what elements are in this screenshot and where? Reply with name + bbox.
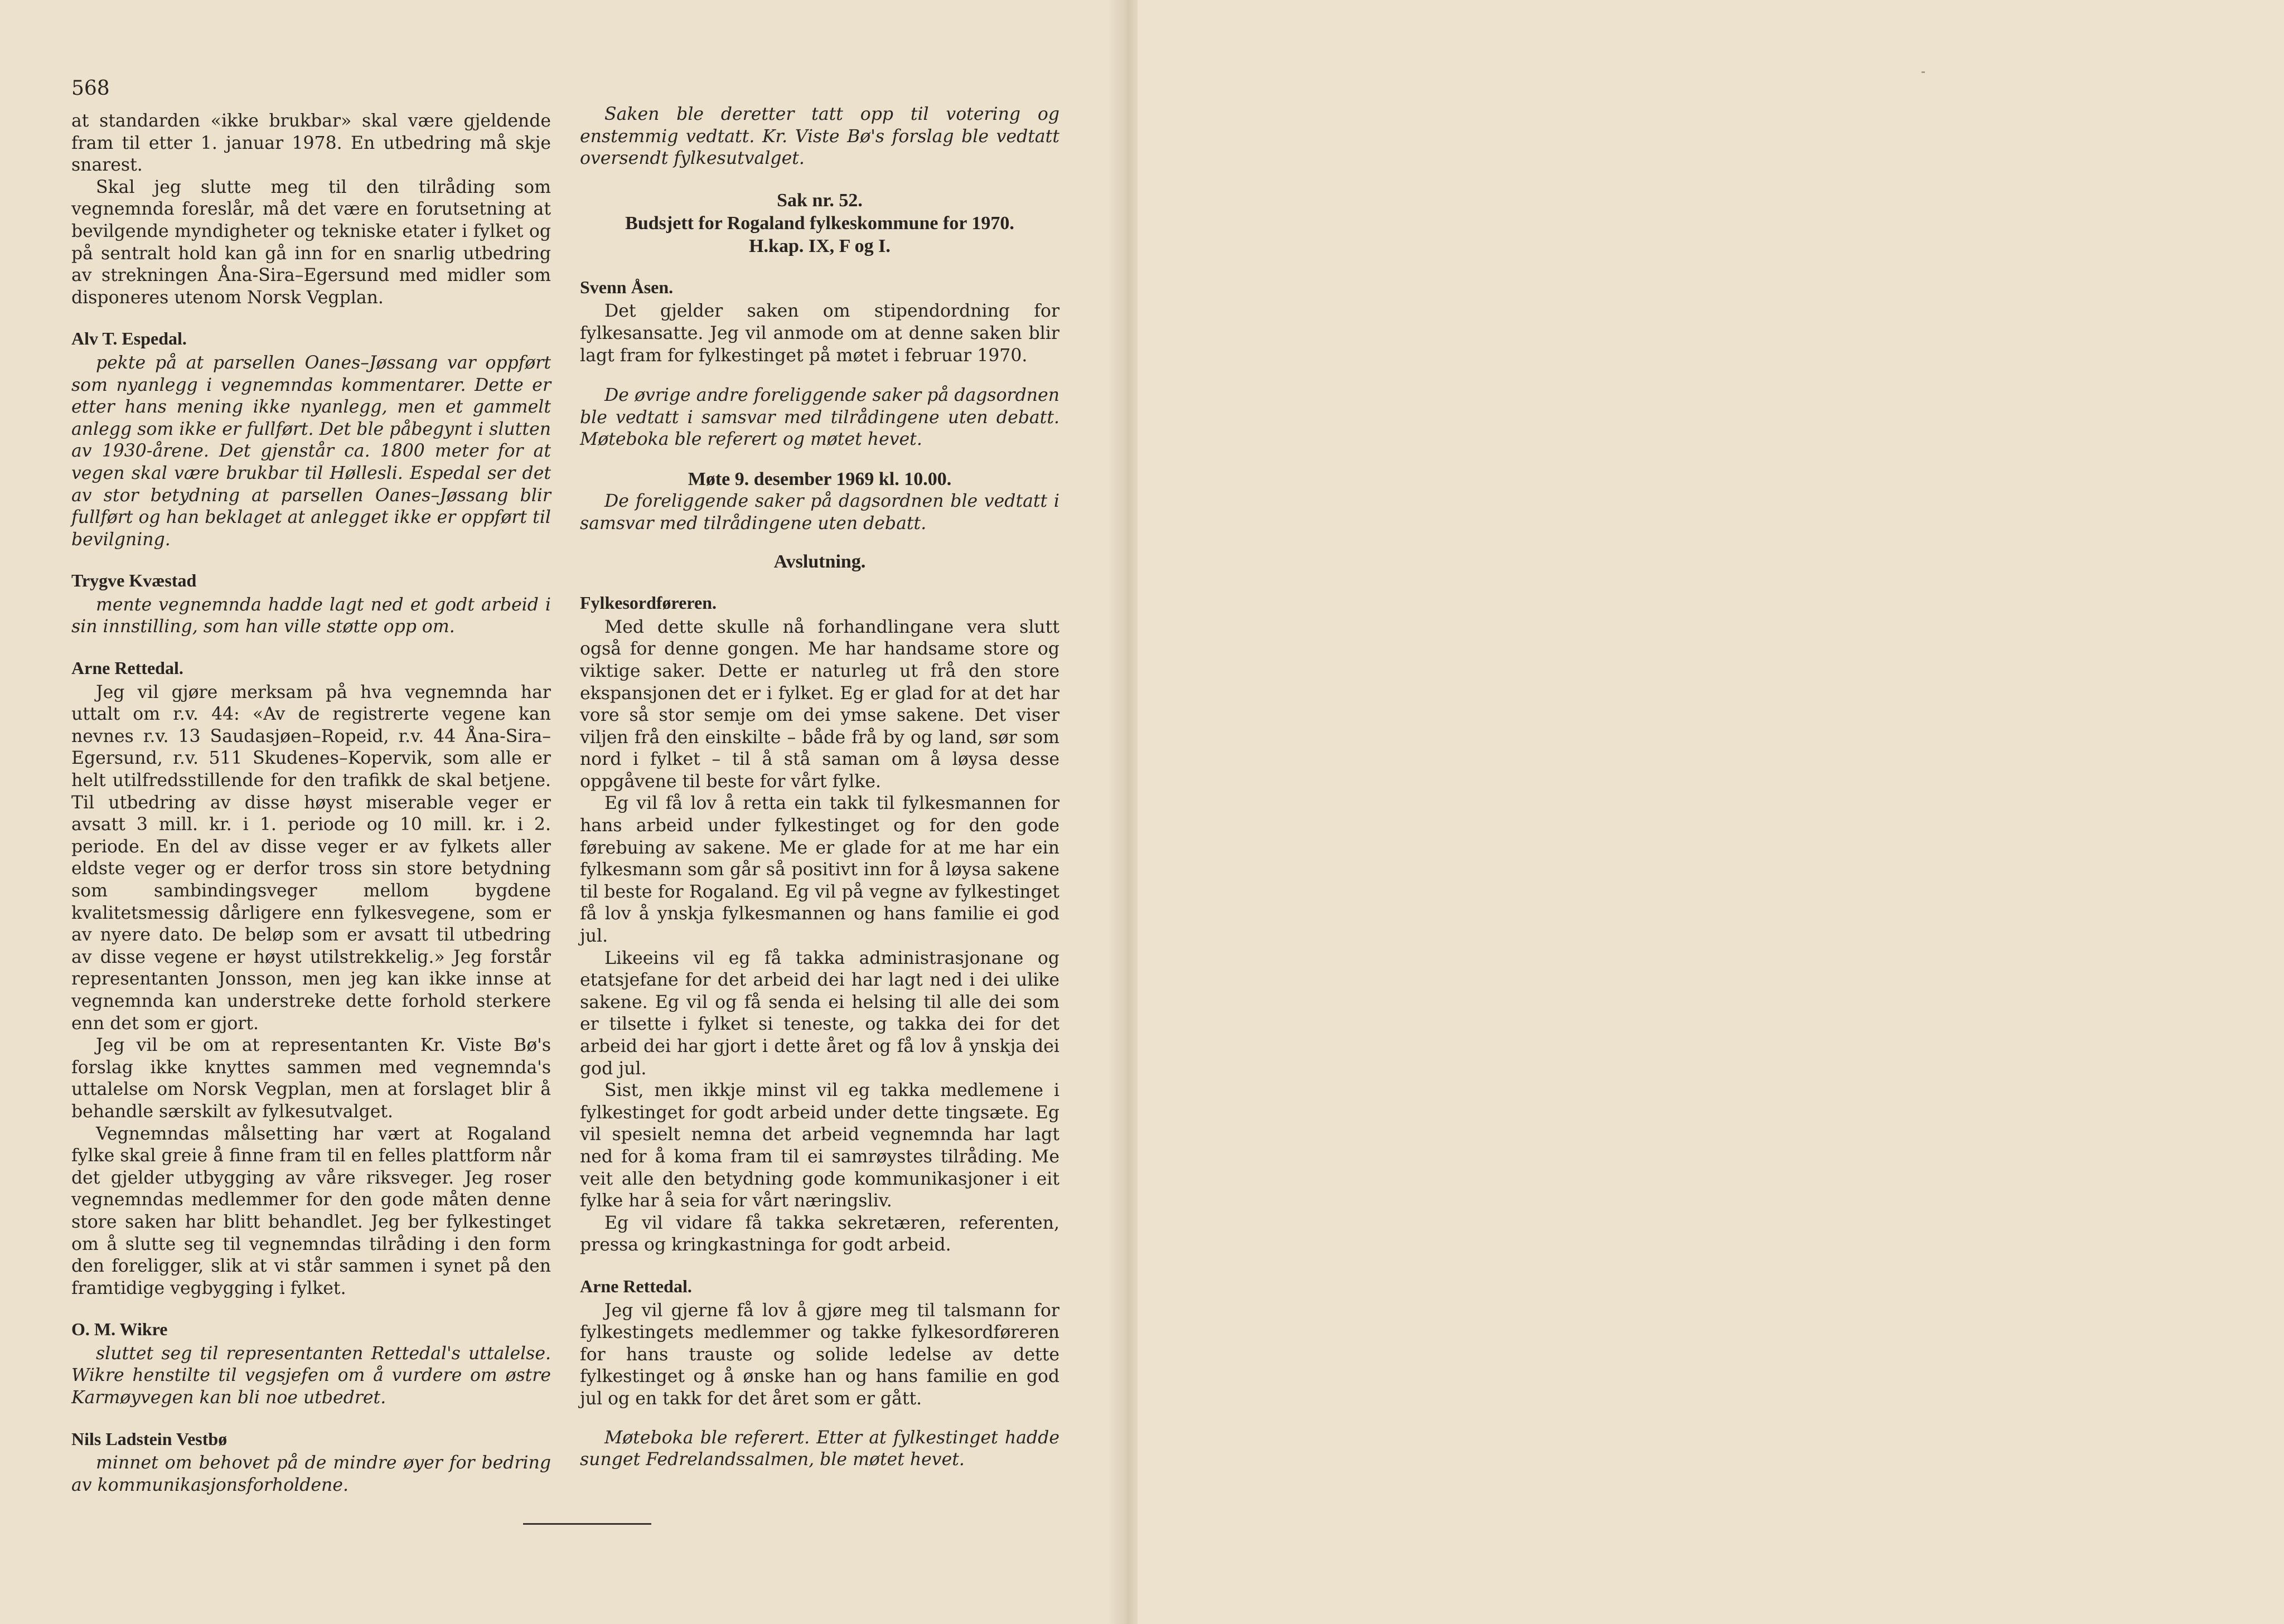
closing-text: Møteboka ble referert. Etter at fylkestinget hadde sunget Fedrelandssalmen, ble møtet hevet. — [580, 1427, 1059, 1470]
rettedal-paragraph-2: Jeg vil be om at representanten Kr. Viste Bø's forslag ikke knyttes sammen med vegnemnda's uttalelse om Norsk Vegplan, men at forslaget blir å behandle særskilt av fylkesutvalget. — [71, 1035, 551, 1122]
rettedal-paragraph-3: Vegnemndas målsetting har vært at Rogaland fylke skal greie å finne fram til en felles plattform når det gjelder utbygging av våre riksveger. Jeg roser vegnemndas medlemmer for den gode måten denne store saken har blitt behandlet. Jeg ber fylkestinget om å slutte seg til vegnemndas tilråding i den form den foreligger, slik at vi står sammen i synet på den framtidige vegbygging i fylket. — [71, 1123, 551, 1298]
rettedal-paragraph-1: Jeg vil gjøre merksam på hva vegnemnda har uttalt om r.v. 44: «Av de registrerte vegene kan nevnes r.v. 13 Saudasjøen–Ropeid, r.v. 44 Åna-Sira–Egersund, r.v. 511 Skudenes–Kopervik, som alle er helt utilfredsstillende for den trafikk de skal betjene. Til utbedring av disse høyst miserable veger er avsatt 3 mill. kr. i 1. periode og 10 mill. kr. i 2. periode. En del av disse veger er av fylkets aller eldste veger og er derfor tross sin store betydning som sambindingsveger mellom bygdene kvalitetsmessig dårligere enn fylkesvegene, som er av nyere dato. De beløp som er avsatt til utbedring av disse vegene er høyst utilstrekkelig.» Jeg forstår representanten Jonsson, men jeg kan ikke innse at vegnemnda kan understreke dette forhold sterkere enn det som er gjort. — [71, 682, 551, 1034]
closing-heading: Avslutning. — [773, 551, 866, 573]
end-rule — [523, 1523, 651, 1525]
right-column — [580, 104, 1059, 1471]
vestbo-statement: minnet om behovet på de mindre øyer for bedring av kommunikasjonsforholdene. — [71, 1453, 551, 1495]
speaker-vestbo: Nils Ladstein Vestbø — [71, 1428, 228, 1449]
wikre-statement: sluttet seg til representanten Rettedal's uttalelse. Wikre henstilte til vegsjefen om å vurdere om østre Karmøyvegen kan bli noe utbedret. — [71, 1343, 551, 1408]
rettedal-2-statement: Jeg vil gjerne få lov å gjøre meg til talsmann for fylkestingets medlemmer og takke fylkesordføreren for hans trauste og solide ledelse av dette fylkestinget og å ønske han og hans familie en god jul og en takk for det året som er gått. — [580, 1300, 1059, 1409]
speaker-espedal: Alv T. Espedal. — [71, 328, 187, 349]
meeting-heading: Møte 9. desember 1969 kl. 10.00. — [688, 468, 952, 489]
page-number: 568 — [71, 77, 110, 100]
espedal-statement: pekte på at parsellen Oanes–Jøssang var oppført som nyanlegg i vegnemndas kommentarer. Dette er etter hans mening ikke nyanlegg, men et gammelt anlegg som ikke er fullført. Det ble påbegynt i slutten av 1930-årene. Det gjenstår ca. 1800 meter for at vegen skal være brukbar til Høllesli. Espedal ser det av stor betydning at parsellen Oanes–Jøssang blir fullført og han beklaget at anlegget ikke er oppført til bevilgning. — [71, 352, 551, 550]
right-page-blank — [1138, 0, 2284, 1624]
intro-paragraph-1: at standarden «ikke brukbar» skal være gjeldende fram til etter 1. januar 1978. En utbedring må skje snarest. — [71, 111, 551, 176]
meeting-text: De foreliggende saker på dagsordnen ble vedtatt i samsvar med tilrådingene uten debatt. — [580, 491, 1059, 534]
vote-result: Saken ble deretter tatt opp til votering og enstemmig vedtatt. Kr. Viste Bø's forslag ble vedtatt oversendt fylkesutvalget. — [580, 104, 1059, 169]
speaker-wikre: O. M. Wikre — [71, 1319, 168, 1340]
paper-speck — [1922, 71, 1925, 73]
speaker-rettedal: Arne Rettedal. — [71, 658, 183, 678]
kvaestad-statement: mente vegnemnda hadde lagt ned et godt arbeid i sin innstilling, som han ville støtte opp om. — [71, 594, 551, 637]
intro-paragraph-2: Skal jeg slutte meg til den tilråding som vegnemnda foreslår, må det være en forutsetning at bevilgende myndigheter og tekniske etater i fylket og på sentralt hold kan gå inn for en snarlig utbedring av strekningen Åna-Sira–Egersund med midler som disponeres utenom Norsk Vegplan. — [71, 177, 551, 308]
chair-paragraph-1: Med dette skulle nå forhandlingane vera slutt også for denne gongen. Me har handsame store og viktige saker. Dette er naturleg ut frå den store ekspansjonen det er i fylket. Eg er glad for at det har vore så stor semje om dei ymse sakene. Det viser viljen frå den einskilte – både frå by og land, sør som nord i fylket – til å stå saman om å løysa desse oppgåvene til beste for vårt fylke. — [580, 617, 1059, 792]
left-column — [71, 110, 551, 1496]
sak-subheading-1: Budsjett for Rogaland fylkeskommune for 1970. — [625, 212, 1014, 234]
asen-statement: Det gjelder saken om stipendordning for fylkesansatte. Jeg vil anmode om at denne saken blir lagt fram for fylkestinget på møtet i februar 1970. — [580, 301, 1059, 366]
chair-paragraph-5: Eg vil vidare få takka sekretæren, referenten, pressa og kringkastninga for godt arbeid. — [580, 1213, 1059, 1255]
speaker-chair: Fylkesordføreren. — [580, 593, 717, 613]
chair-paragraph-3: Likeeins vil eg få takka administrasjonane og etatsjefane for det arbeid dei har lagt ned i dei ulike sakene. Eg vil og få senda ei helsing til alle dei som er tilsette i fylket si teneste, og takka dei for det arbeid dei har gjort i dette året og få lov å ynskja dei god jul. — [580, 948, 1059, 1079]
sak-subheading-2: H.kap. IX, F og I. — [749, 235, 891, 256]
chair-paragraph-4: Sist, men ikkje minst vil eg takka medlemene i fylkestinget for godt arbeid under dette tingsæte. Eg vil spesielt nemna det arbeid vegnemnda har lagt ned for å koma fram til ei samrøystes tilråding. Me veit alle den betydning gode kommunikasjoner i eit fylke har å seia for vårt næringsliv. — [580, 1080, 1059, 1211]
left-page — [0, 0, 1121, 1624]
speaker-asen: Svenn Åsen. — [580, 277, 674, 297]
speaker-rettedal-2: Arne Rettedal. — [580, 1276, 692, 1296]
sak-heading: Sak nr. 52. — [777, 190, 863, 211]
other-cases-text: De øvrige andre foreliggende saker på dagsordnen ble vedtatt i samsvar med tilrådingene uten debatt. Møteboka ble referert og møtet hevet. — [580, 385, 1059, 450]
chair-paragraph-2: Eg vil få lov å retta ein takk til fylkesmannen for hans arbeid under fylkestinget og for den gode førebuing av sakene. Me er glade for at me har ein fylkesmann som går så positivt inn for å løysa sakene til beste for Rogaland. Eg vil på vegne av fylkestinget få lov å ynskja fylkesmannen og hans familie ei god jul. — [580, 793, 1059, 947]
speaker-kvaestad: Trygve Kvæstad — [71, 570, 197, 591]
